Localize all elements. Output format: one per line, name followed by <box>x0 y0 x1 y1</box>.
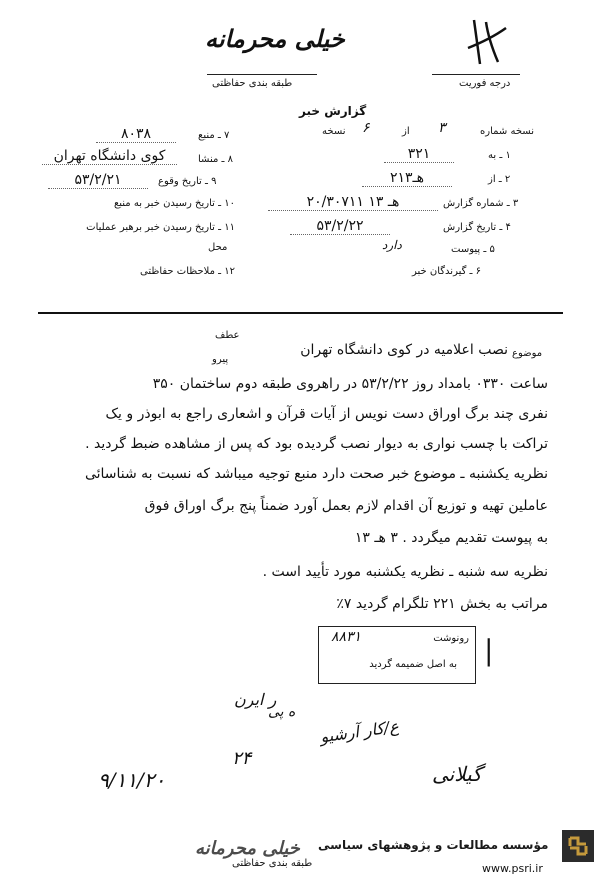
source-value: ۸۰۳۸ <box>96 126 176 143</box>
classification-label: طبقه بندی حفاظتی <box>212 78 293 89</box>
body-line: ساعت ۰۳۳۰ بامداد روز ۵۳/۲/۲۲ در راهروی طبقه دوم ساختمان ۳۵۰ <box>152 376 548 392</box>
handwritten-signature: گیلانی <box>432 762 482 786</box>
report-no-value: ۲۰/۳۰۷۱۱ هـ ۱۳ <box>268 194 438 211</box>
classification-stamp: خیلی محرمانه <box>205 24 345 53</box>
received-source-label: ۱۰ ـ تاریخ رسیدن خبر به منبع <box>113 198 235 209</box>
body-line: عاملین تهیه و توزیع آن اقدام لازم بعمل آورد ضمناً پنج برگ اوراق فوق <box>144 498 548 514</box>
origin-value: کوی دانشگاه تهران <box>42 148 177 165</box>
copy-prefix: نسخه شماره <box>480 126 534 137</box>
subject-text: نصب اعلامیه در کوی دانشگاه تهران <box>300 342 508 358</box>
report-date-value: ۵۳/۲/۲۲ <box>290 218 390 235</box>
handwritten-note-3: ۲۴ <box>232 748 252 769</box>
body-line: به پیوست تقدیم میگردد . ۳ هـ ۱۳ <box>354 530 548 546</box>
copy-stamp-note: به اصل ضمیمه گردید <box>369 659 457 670</box>
form-title: گزارش خبر <box>299 104 367 118</box>
body-line: تراکت با چسب نواری به دیوار نصب گردیده بود که پس از مشاهده ضبط گردید . <box>85 436 548 452</box>
subject-label: موضوع <box>512 348 543 359</box>
received-ops-label: ۱۱ ـ تاریخ رسیدن خبر برهبر عملیات <box>86 222 235 233</box>
institute-website: www.psri.ir <box>482 862 543 875</box>
to-value: ۳۲۱ <box>384 146 454 163</box>
subject-annotation-top: عطف <box>215 330 240 341</box>
attachment-value: دارد <box>382 238 402 252</box>
copy-stamp-box <box>318 626 476 684</box>
institute-name: مؤسسه مطالعات و پژوهشهای سیاسی <box>318 838 549 852</box>
attachment-label: ۵ ـ پیوست <box>451 244 495 255</box>
report-no-label: ۳ ـ شماره گزارش <box>443 198 519 209</box>
recipients-label: ۶ ـ گیرندگان خبر <box>412 266 482 277</box>
stamp-side-mark: | <box>484 634 494 667</box>
body-line: نفری چند برگ اوراق دست نویس از آیات قرآن و اشعاری راجع به ابوذر و یک <box>105 406 548 422</box>
copy-suffix: نسخه <box>322 126 346 137</box>
copy-number: ۳ <box>438 120 446 136</box>
subject-annotation-bottom: پیرو <box>212 354 229 365</box>
body-line: نظریه یکشنبه ـ موضوع خبر صحت دارد منبع توجیه میباشد که نسبت به شناسائی <box>84 466 548 482</box>
copy-of-label: از <box>402 126 410 137</box>
origin-label: ۸ ـ منشا <box>198 154 234 165</box>
remarks-label: ۱۲ ـ ملاحظات حفاظتی <box>140 266 235 277</box>
source-label: ۷ ـ منبع <box>198 130 230 141</box>
section-divider <box>38 312 563 314</box>
classification-underline <box>207 74 317 75</box>
place-label: محل <box>208 242 228 253</box>
copy-of-value: ۶ <box>362 120 370 136</box>
report-date-label: ۴ ـ تاریخ گزارش <box>443 222 511 233</box>
institute-logo <box>562 830 594 862</box>
telegram-line: مراتب به بخش ۲۲۱ تلگرام گردید ۷٪ <box>336 596 548 612</box>
handwritten-date-note: ۹/۱۱/۲۰ <box>98 768 166 792</box>
opinion-line: نظریه سه شنبه ـ نظریه یکشنبه مورد تأیید است . <box>262 564 548 580</box>
urgency-label: درجه فوریت <box>459 78 511 89</box>
handwritten-note-2: ع/کار آرشیو <box>319 716 400 747</box>
handwritten-note-1: ر ایرن <box>234 690 277 709</box>
from-value: ۲هـ۱۳ <box>362 170 452 187</box>
bottom-classification-label: طبقه بندی حفاظتی <box>232 858 313 869</box>
to-label: ۱ ـ به <box>488 150 511 161</box>
copy-stamp-label: رونوشت <box>433 633 469 644</box>
urgency-underline <box>432 74 520 75</box>
corner-signature-mark <box>462 14 512 70</box>
handwritten-note-4: ه پی <box>268 704 296 720</box>
copy-stamp-number: ۸۸۳۱ <box>331 629 362 645</box>
from-label: ۲ ـ از <box>488 174 511 185</box>
event-date-value: ۵۳/۲/۲۱ <box>48 172 148 189</box>
bottom-classification-stamp: خیلی محرمانه <box>195 838 300 859</box>
event-date-label: ۹ ـ تاریخ وقوع <box>158 176 217 187</box>
